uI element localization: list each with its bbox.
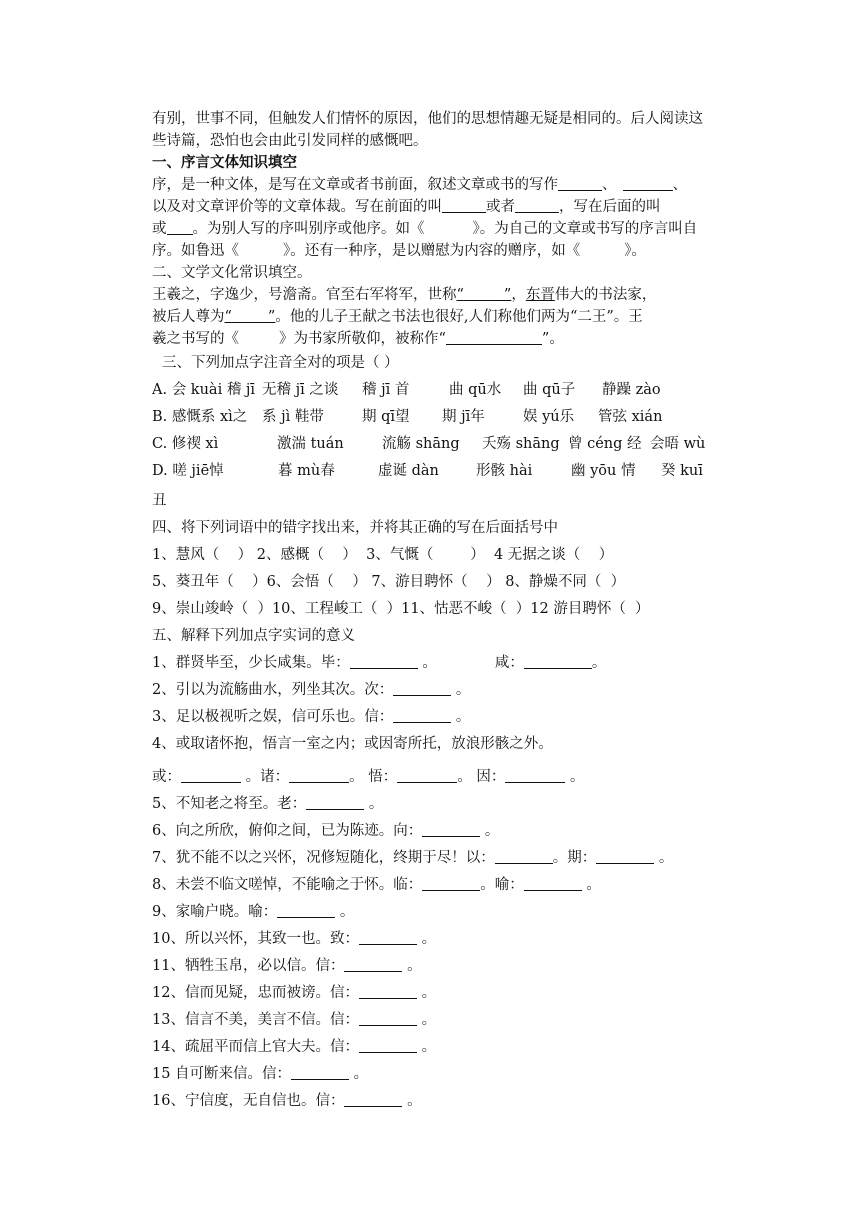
s1-line-1: 序，是一种文体，是写在文章或者书前面，叙述文章或书的写作 、 、 bbox=[152, 177, 687, 193]
s4-row-1: 1、慧风（ ） 2、感概（ ） 3、气慨（ ） 4 无据之谈（ ） bbox=[152, 547, 614, 563]
s2-line-2: 被后人尊为“ ”。他的儿子王献之书法也很好,人们称他们两为“二王”。王 bbox=[152, 309, 643, 325]
blank[interactable] bbox=[181, 767, 241, 783]
blank[interactable] bbox=[623, 175, 673, 191]
intro-line-2: 些诗篇，恐怕也会由此引发同样的感慨吧。 bbox=[152, 133, 428, 149]
intro-line-1: 有别，世事不同，但触发人们情怀的原因，他们的思想情趣无疑是相同的。后人阅读这 bbox=[152, 111, 703, 127]
blank[interactable] bbox=[344, 956, 402, 972]
q14: 14、疏屈平而信上官大夫。信： 。 bbox=[152, 1039, 437, 1055]
s2-line-3: 羲之书写的《 》为书家所敬仰，被称作“ ”。 bbox=[152, 331, 564, 347]
section-2-title: 二、文学文化常识填空。 bbox=[152, 265, 312, 281]
blank[interactable] bbox=[505, 767, 565, 783]
q7: 7、犹不能不以之兴怀，况修短随化，终期于尽！以： 。期： 。 bbox=[152, 850, 674, 866]
blank[interactable] bbox=[596, 848, 654, 864]
blank[interactable] bbox=[359, 929, 417, 945]
option-b: B. 感慨系 xì之 系 jì 鞋带 期 qī望 期 jī年 娱 yú乐 管弦 xián bbox=[152, 409, 663, 425]
worksheet-page bbox=[152, 108, 742, 1115]
s4-row-3: 9、崇山竣岭（ ）10、工程峻工（ ）11、怙恶不峻（ ）12 游目聘怀（ ） bbox=[152, 601, 650, 617]
section-3-title: 三、下列加点字注音全对的项是（ ） bbox=[162, 355, 399, 371]
q4: 4、或取诸怀抱，悟言一室之内；或因寄所托，放浪形骸之外。 bbox=[152, 736, 553, 752]
s1-line-2: 以及对文章评价等的文章体裁。写在前面的叫 或者 ，写在后面的叫 bbox=[152, 199, 661, 215]
blank[interactable] bbox=[464, 285, 504, 301]
q10: 10、所以兴怀，其致一也。致： 。 bbox=[152, 931, 437, 947]
q6: 6、向之所欣，俯仰之间，已为陈迹。向： 。 bbox=[152, 823, 500, 839]
blank[interactable] bbox=[524, 875, 582, 891]
blank[interactable] bbox=[515, 197, 559, 213]
q2: 2、引以为流觞曲水，列坐其次。次： 。 bbox=[152, 682, 471, 698]
blank[interactable] bbox=[359, 983, 417, 999]
blank[interactable] bbox=[422, 821, 480, 837]
s1-line-3: 或 。为别人写的序叫别序或他序。如《 》。为自己的文章或书写的序言叫自 bbox=[152, 221, 698, 237]
blank[interactable] bbox=[359, 1037, 417, 1053]
blank[interactable] bbox=[442, 197, 486, 213]
blank[interactable] bbox=[277, 902, 335, 918]
q11: 11、牺牲玉帛，必以信。信： 。 bbox=[152, 958, 422, 974]
blank[interactable] bbox=[393, 680, 451, 696]
q9: 9、家喻户晓。喻： 。 bbox=[152, 904, 355, 920]
s1-line-4: 序。如鲁迅《 》。还有一种序，是以赠慰为内容的赠序，如《 》。 bbox=[152, 243, 646, 259]
blank[interactable] bbox=[291, 1064, 349, 1080]
blank[interactable] bbox=[359, 1010, 417, 1026]
blank[interactable] bbox=[289, 767, 349, 783]
blank[interactable] bbox=[422, 875, 480, 891]
blank[interactable] bbox=[397, 767, 457, 783]
option-d-continued: 丑 bbox=[152, 493, 167, 509]
q3: 3、足以极视听之娱，信可乐也。信： 。 bbox=[152, 709, 471, 725]
blank[interactable] bbox=[524, 653, 592, 669]
option-a: A. 会 kuài 稽 jī 无稽 jī 之谈 稽 jī 首 曲 qū水 曲 qū子 静躁 zào bbox=[152, 382, 661, 398]
q13: 13、信言不美，美言不信。信： 。 bbox=[152, 1012, 437, 1028]
blank[interactable] bbox=[344, 1091, 402, 1107]
section-5-title: 五、解释下列加点字实词的意义 bbox=[152, 628, 355, 644]
s2-line-1: 王羲之，字逸少，号澹斋。官至右军将军，世称“ ”，东晋伟大的书法家， bbox=[152, 287, 657, 303]
q5: 5、不知老之将至。老： 。 bbox=[152, 796, 384, 812]
blank[interactable] bbox=[350, 653, 418, 669]
blank[interactable] bbox=[558, 175, 602, 191]
blank[interactable] bbox=[495, 848, 553, 864]
blank[interactable] bbox=[306, 794, 364, 810]
blank[interactable] bbox=[167, 219, 193, 235]
blank[interactable] bbox=[393, 707, 451, 723]
section-4-title: 四、将下列词语中的错字找出来，并将其正确的写在后面括号中 bbox=[152, 520, 558, 536]
blank[interactable] bbox=[446, 329, 542, 345]
q4-answers: 或： 。诸： 。 悟： 。 因： 。 bbox=[152, 769, 585, 785]
q16: 16、宁信度，无自信也。信： 。 bbox=[152, 1093, 422, 1109]
section-1-title: 一、序言文体知识填空 bbox=[152, 154, 297, 171]
q12: 12、信而见疑，忠而被谤。信： 。 bbox=[152, 985, 437, 1001]
q1: 1、群贤毕至，少长咸集。毕： 。 咸： 。 bbox=[152, 655, 607, 671]
s4-row-2: 5、葵丑年（ ）6、会悟（ ） 7、游目聘怀（ ） 8、静燥不同（ ） bbox=[152, 574, 626, 590]
q8: 8、未尝不临文嗟悼，不能喻之于怀。临： 。喻： 。 bbox=[152, 877, 601, 893]
blank[interactable] bbox=[232, 307, 268, 323]
option-c: C. 修禊 xì 激湍 tuán 流觞 shāng 夭殇 shāng 曾 céng 经 会晤 wù bbox=[152, 436, 706, 452]
q15: 15 自可断来信。信： 。 bbox=[152, 1066, 369, 1082]
option-d: D. 嗟 jiē悼 暮 mù春 虚诞 dàn 形骸 hài 幽 yōu 情 癸 kuī bbox=[152, 463, 703, 479]
